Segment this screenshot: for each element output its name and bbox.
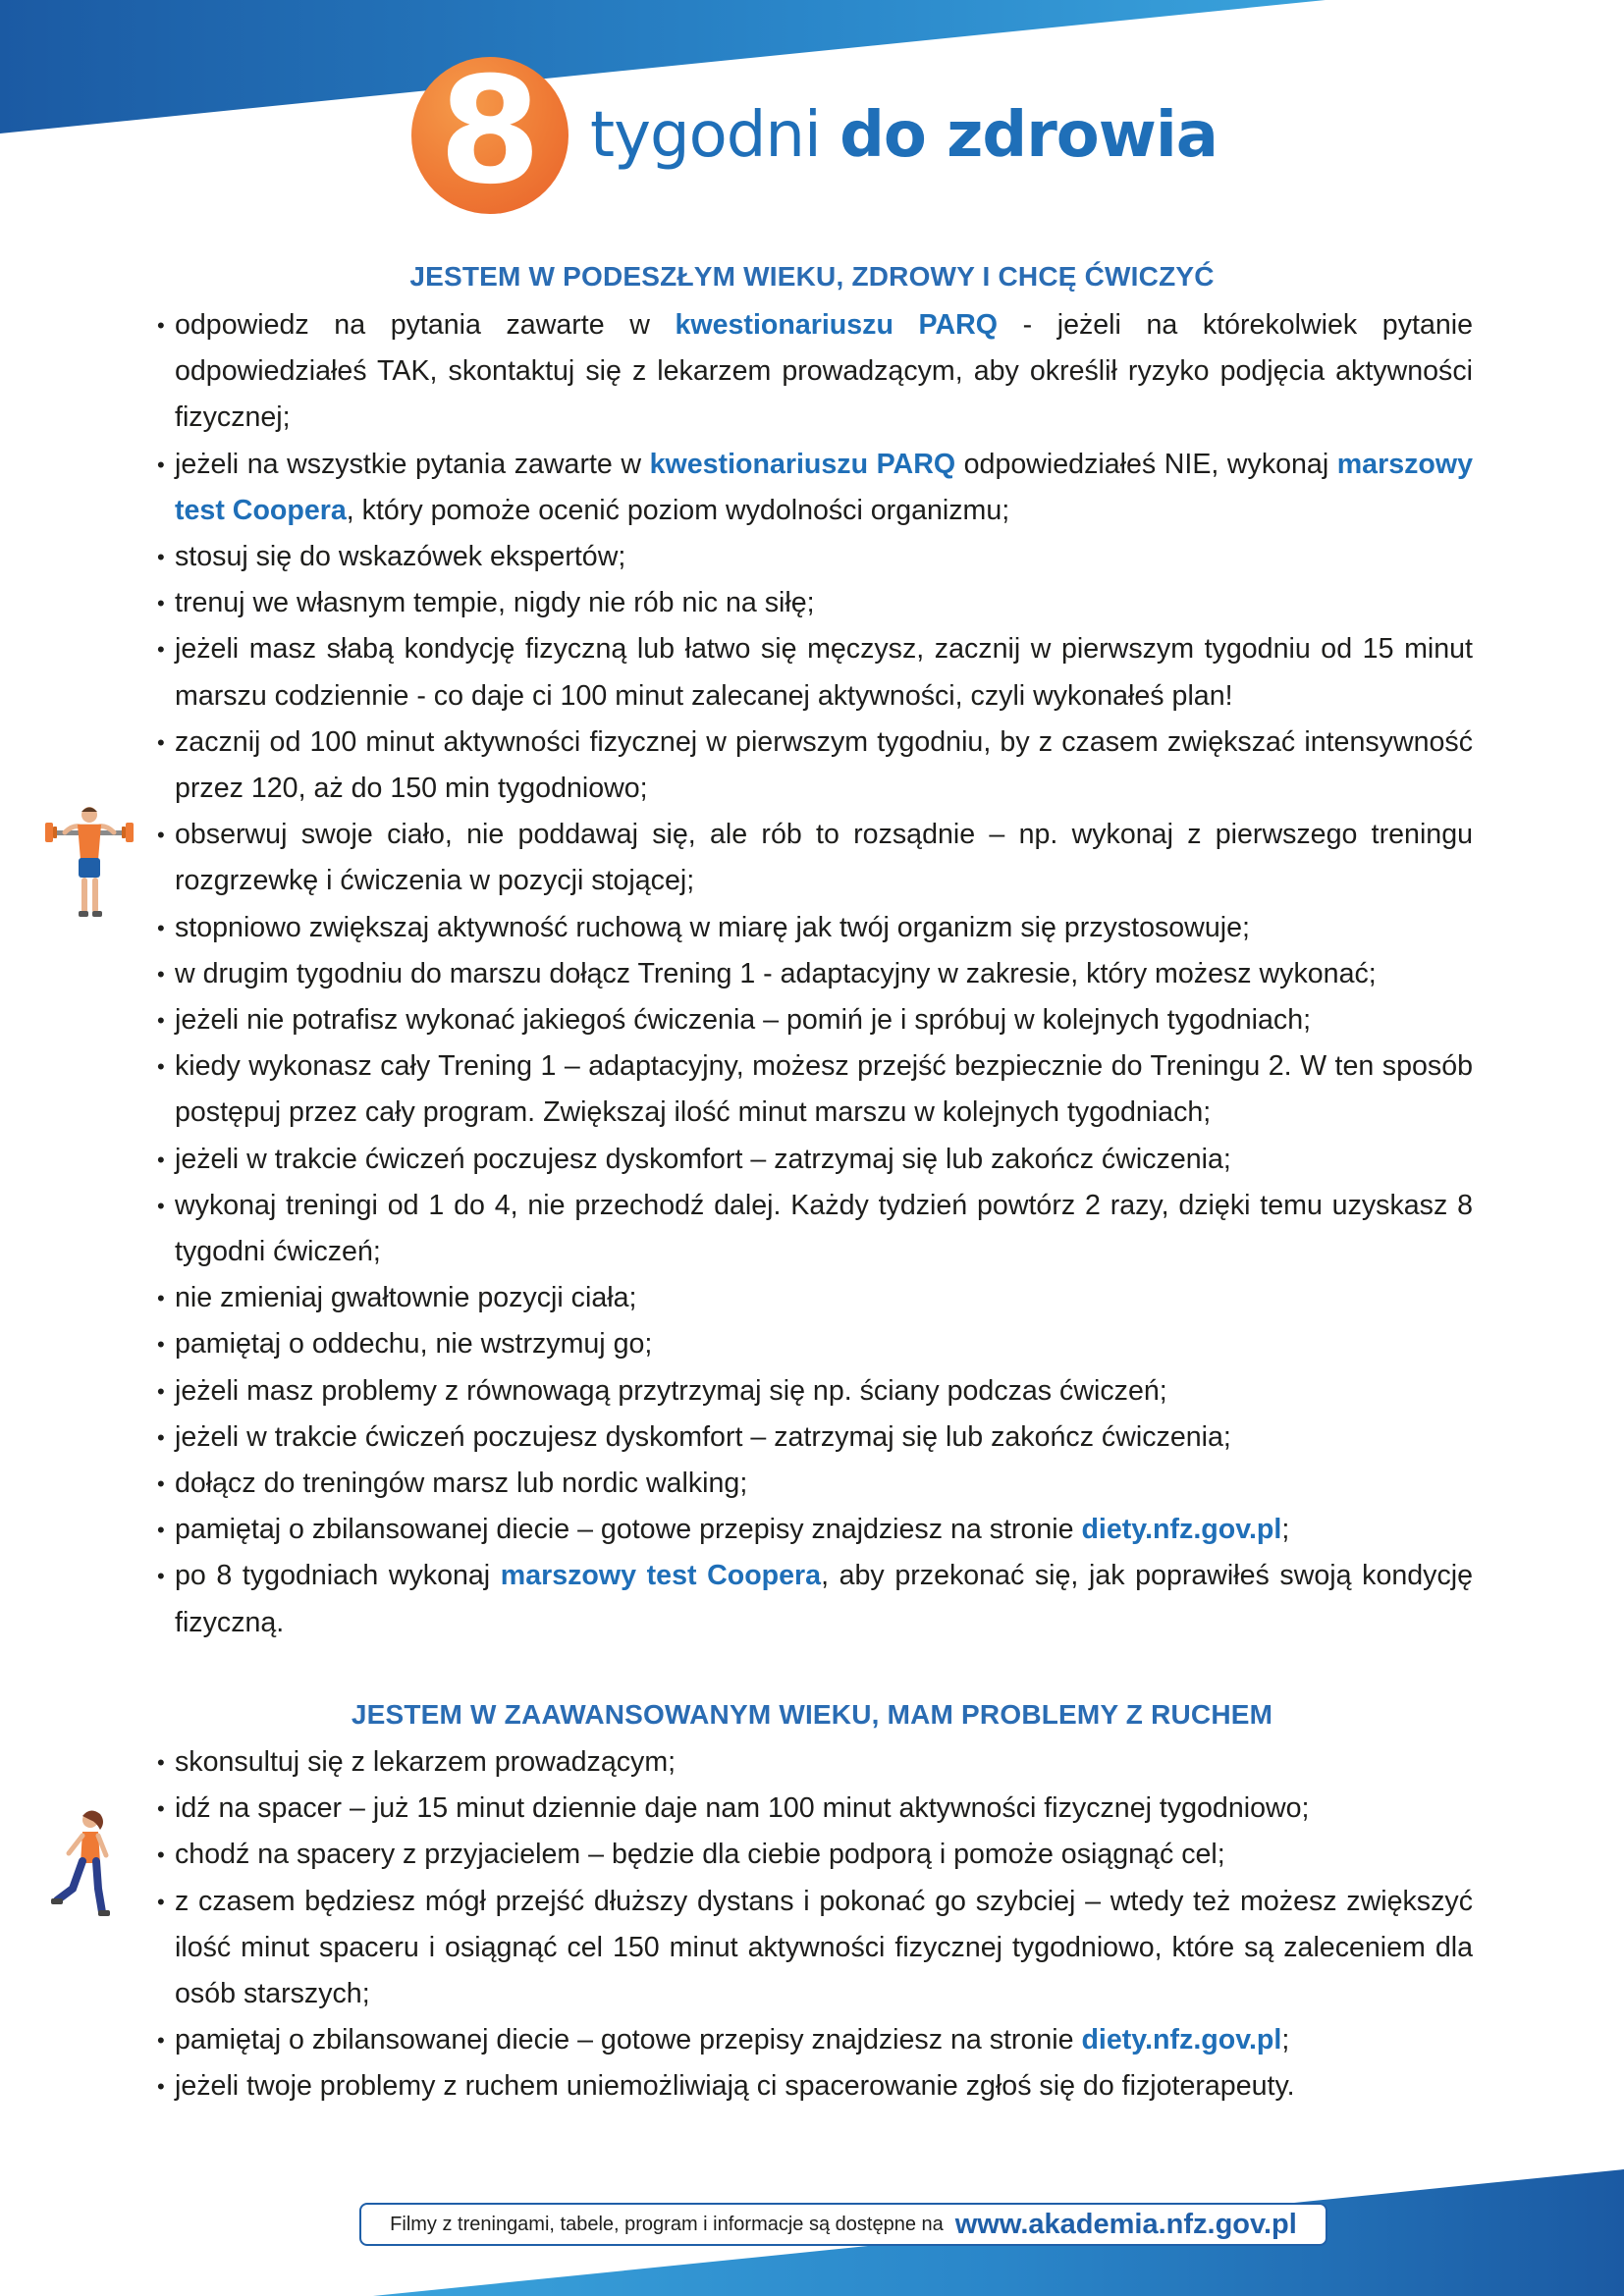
list-item-text: pamiętaj o zbilansowanej diecie – gotowe przepisy znajdziesz na stronie — [175, 2024, 1082, 2056]
list-item-text: trenuj we własnym tempie, nigdy nie rób nic na siłę; — [175, 587, 815, 619]
list-item — [157, 951, 1473, 997]
list-item-text: skonsultuj się z lekarzem prowadzącym; — [175, 1746, 677, 1778]
list-item-text: jeżeli na wszystkie pytania zawarte w — [175, 448, 650, 480]
list-item-text: z czasem będziesz mógł przejść dłuższy dystans i pokonać go szybciej – wtedy też możesz zwiększyć ilość minut spaceru i osiągnąć cel 150 minut aktywności fizycznej tygodniowo, które są zaleceniem dla osób starszych; — [175, 1885, 1473, 2010]
list-item-text: ; — [1281, 1514, 1290, 1546]
list-item — [157, 2063, 1473, 2109]
list-item-text: dołącz do treningów marsz lub nordic walking; — [175, 1468, 748, 1500]
list-item — [157, 442, 1473, 534]
list-item-text: odpowiedz na pytania zawarte w — [175, 309, 676, 341]
list-item — [157, 1183, 1473, 1275]
highlighted-link[interactable]: kwestionariuszu PARQ — [649, 448, 956, 480]
list-item — [157, 1832, 1473, 1878]
list-item-text: stopniowo zwiększaj aktywność ruchową w miarę jak twój organizm się przystosowuje; — [175, 911, 1250, 943]
footer-link[interactable]: www.akademia.nfz.gov.pl — [954, 2208, 1297, 2240]
list-item — [157, 626, 1473, 719]
list-item — [157, 1137, 1473, 1183]
list-item — [157, 1879, 1473, 2018]
list-item-text: jeżeli twoje problemy z ruchem uniemożliwiają ci spacerowanie zgłoś się do fizjoterapeuty. — [175, 2070, 1295, 2103]
weightlifter-icon — [43, 803, 135, 929]
list-item — [157, 1553, 1473, 1645]
list-item — [157, 812, 1473, 904]
list-item — [157, 534, 1473, 580]
week-number: 8 — [438, 45, 542, 217]
list-item-text: obserwuj swoje ciało, nie poddawaj się, ale rób to rozsądnie – np. wykonaj z pierwszego treningu rozgrzewkę i ćwiczenia w pozycji stojącej; — [175, 819, 1473, 897]
walking-woman-icon — [47, 1806, 120, 1924]
section2-list — [157, 1739, 1473, 2110]
list-item-text: jeżeli nie potrafisz wykonać jakiegoś ćwiczenia – pomiń je i spróbuj w kolejnych tygodniach; — [175, 1004, 1312, 1037]
title-bold: do zdrowia — [839, 98, 1218, 172]
list-item — [157, 1739, 1473, 1786]
list-item — [157, 1786, 1473, 1832]
highlighted-link[interactable]: diety.nfz.gov.pl — [1081, 1514, 1282, 1546]
list-item-text: , który pomoże ocenić poziom wydolności organizmu; — [346, 494, 1010, 526]
list-item — [157, 302, 1473, 442]
list-item-text: kiedy wykonasz cały Trening 1 – adaptacyjny, możesz przejść bezpiecznie do Treningu 2. W ten sposób postępuj przez cały program. Zwiększaj ilość minut marszu w kolejnych tygodniach; — [175, 1050, 1473, 1129]
section2-heading: JESTEM W ZAAWANSOWANYM WIEKU, MAM PROBLEMY Z RUCHEM — [351, 1699, 1273, 1730]
list-item-text: odpowiedziałeś NIE, wykonaj — [955, 448, 1337, 480]
list-item-text: jeżeli w trakcie ćwiczeń poczujesz dyskomfort – zatrzymaj się lub zakończ ćwiczenia; — [175, 1420, 1231, 1453]
list-item-text: idź na spacer – już 15 minut dziennie daje nam 100 minut aktywności fizycznej tygodniowo; — [175, 1792, 1310, 1825]
list-item — [157, 2017, 1473, 2063]
list-item-text: nie zmieniaj gwałtownie pozycji ciała; — [175, 1282, 637, 1314]
list-item — [157, 1043, 1473, 1136]
list-item-text: pamiętaj o oddechu, nie wstrzymuj go; — [175, 1328, 653, 1361]
footer-info-box — [359, 2203, 1327, 2246]
highlighted-link[interactable]: kwestionariuszu PARQ — [675, 309, 999, 341]
footer-text: Filmy z treningami, tabele, program i informacje są dostępne na — [390, 2213, 944, 2235]
list-item — [157, 1415, 1473, 1461]
list-item-text: zacznij od 100 minut aktywności fizycznej w pierwszym tygodniu, by z czasem zwiększać intensywność przez 120, aż do 150 min tygodniowo; — [175, 725, 1473, 805]
list-item — [157, 1368, 1473, 1415]
list-item — [157, 720, 1473, 812]
list-item-text: chodź na spacery z przyjacielem – będzie dla ciebie podporą i pomoże osiągnąć cel; — [175, 1839, 1225, 1871]
list-item-text: pamiętaj o zbilansowanej diecie – gotowe przepisy znajdziesz na stronie — [175, 1514, 1082, 1546]
week-number-badge — [411, 45, 568, 217]
list-item-text: po 8 tygodniach wykonaj — [175, 1560, 501, 1592]
page-header — [411, 45, 1218, 217]
page-title — [590, 99, 1218, 172]
list-item-text: , aby przekonać się, jak poprawiłeś swoją kondycję fizyczną. — [175, 1560, 1474, 1638]
list-item-text: wykonaj treningi od 1 do 4, nie przechodź dalej. Każdy tydzień powtórz 2 razy, dzięki temu uzyskasz 8 tygodni ćwiczeń; — [175, 1189, 1473, 1268]
list-item — [157, 1461, 1473, 1507]
title-light: tygodni — [590, 98, 821, 172]
list-item-text: jeżeli masz problemy z równowagą przytrzymaj się np. ściany podczas ćwiczeń; — [175, 1374, 1167, 1407]
section1-list — [157, 302, 1473, 1646]
list-item-text: - jeżeli na którekolwiek pytanie odpowiedziałeś TAK, skontaktuj się z lekarzem prowadzącym, aby określił ryzyko podjęcia aktywności fizycznej; — [175, 309, 1474, 434]
highlighted-link[interactable]: marszowy test Coopera — [175, 448, 1474, 526]
list-item-text: jeżeli masz słabą kondycję fizyczną lub łatwo się męczysz, zacznij w pierwszym tygodniu od 15 minut marszu codziennie - co daje ci 100 minut zalecanej aktywności, czyli wykonałeś plan! — [175, 633, 1473, 712]
list-item — [157, 1321, 1473, 1367]
list-item-text: jeżeli w trakcie ćwiczeń poczujesz dyskomfort – zatrzymaj się lub zakończ ćwiczenia; — [175, 1143, 1231, 1175]
highlighted-link[interactable]: diety.nfz.gov.pl — [1081, 2024, 1282, 2056]
list-item-text: stosuj się do wskazówek ekspertów; — [175, 541, 626, 573]
list-item — [157, 997, 1473, 1043]
highlighted-link[interactable]: marszowy test Coopera — [500, 1560, 822, 1592]
list-item — [157, 1507, 1473, 1553]
list-item-text: ; — [1281, 2024, 1290, 2056]
list-item-text: w drugim tygodniu do marszu dołącz Trening 1 - adaptacyjny w zakresie, który możesz wykonać; — [175, 957, 1377, 989]
list-item — [157, 580, 1473, 626]
section1-heading: JESTEM W PODESZŁYM WIEKU, ZDROWY I CHCĘ ĆWICZYĆ — [409, 261, 1215, 292]
list-item — [157, 1275, 1473, 1321]
list-item — [157, 905, 1473, 951]
